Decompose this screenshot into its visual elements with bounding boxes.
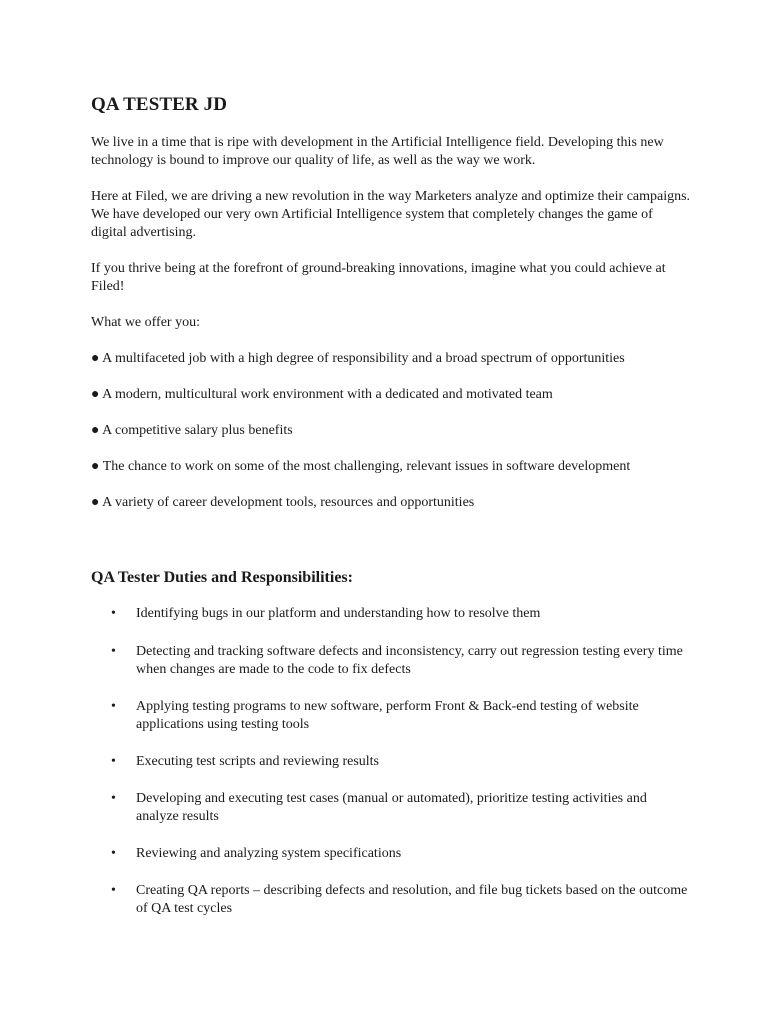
duty-item (111, 882, 691, 918)
bullet-icon: • (111, 883, 116, 898)
offer-item: ● A modern, multicultural work environment with a dedicated and motivated team (91, 387, 553, 402)
duty-text: Reviewing and analyzing system specifications (136, 846, 402, 861)
offer-item: ● A competitive salary plus benefits (91, 423, 293, 438)
bullet-icon: • (111, 644, 116, 659)
duty-text: Executing test scripts and reviewing results (136, 754, 379, 769)
offer-intro: What we offer you: (91, 315, 200, 330)
duty-item (111, 845, 691, 863)
offer-item: ● The chance to work on some of the most challenging, relevant issues in software development (91, 459, 631, 474)
offer-item: ● A variety of career development tools, resources and opportunities (91, 495, 475, 510)
duty-item (111, 643, 691, 679)
duty-text: Developing and executing test cases (manual or automated), prioritize testing activities and analyze results (136, 791, 647, 824)
intro-paragraph: We live in a time that is ripe with development in the Artificial Intelligence field. Developing this new technology is bound to improve our quality of life, as well as the way we work. (91, 135, 664, 168)
duty-item (111, 605, 691, 623)
bullet-icon: • (111, 846, 116, 861)
document-title: QA TESTER JD (91, 94, 228, 115)
duty-text: Creating QA reports – describing defects and resolution, and file bug tickets based on the outcome of QA test cycles (136, 883, 688, 916)
duty-text: Applying testing programs to new software, perform Front & Back-end testing of website applications using testing tools (136, 699, 639, 732)
duty-item (111, 790, 691, 826)
duty-text: Detecting and tracking software defects and inconsistency, carry out regression testing every time when changes are made to the code to fix defects (136, 644, 683, 677)
bullet-icon: • (111, 791, 116, 806)
innovation-paragraph: If you thrive being at the forefront of ground-breaking innovations, imagine what you could achieve at Filed! (91, 261, 666, 294)
bullet-icon: • (111, 606, 116, 621)
duty-item (111, 698, 691, 734)
duty-item (111, 753, 691, 771)
duty-text: Identifying bugs in our platform and understanding how to resolve them (136, 606, 541, 621)
duties-heading: QA Tester Duties and Responsibilities: (91, 569, 353, 586)
company-paragraph: Here at Filed, we are driving a new revolution in the way Marketers analyze and optimize their campaigns. We have developed our very own Artificial Intelligence system that completely changes the game of digital advertising. (91, 189, 691, 240)
bullet-icon: • (111, 699, 116, 714)
offer-item: ● A multifaceted job with a high degree of responsibility and a broad spectrum of opportunities (91, 351, 625, 366)
bullet-icon: • (111, 754, 116, 769)
